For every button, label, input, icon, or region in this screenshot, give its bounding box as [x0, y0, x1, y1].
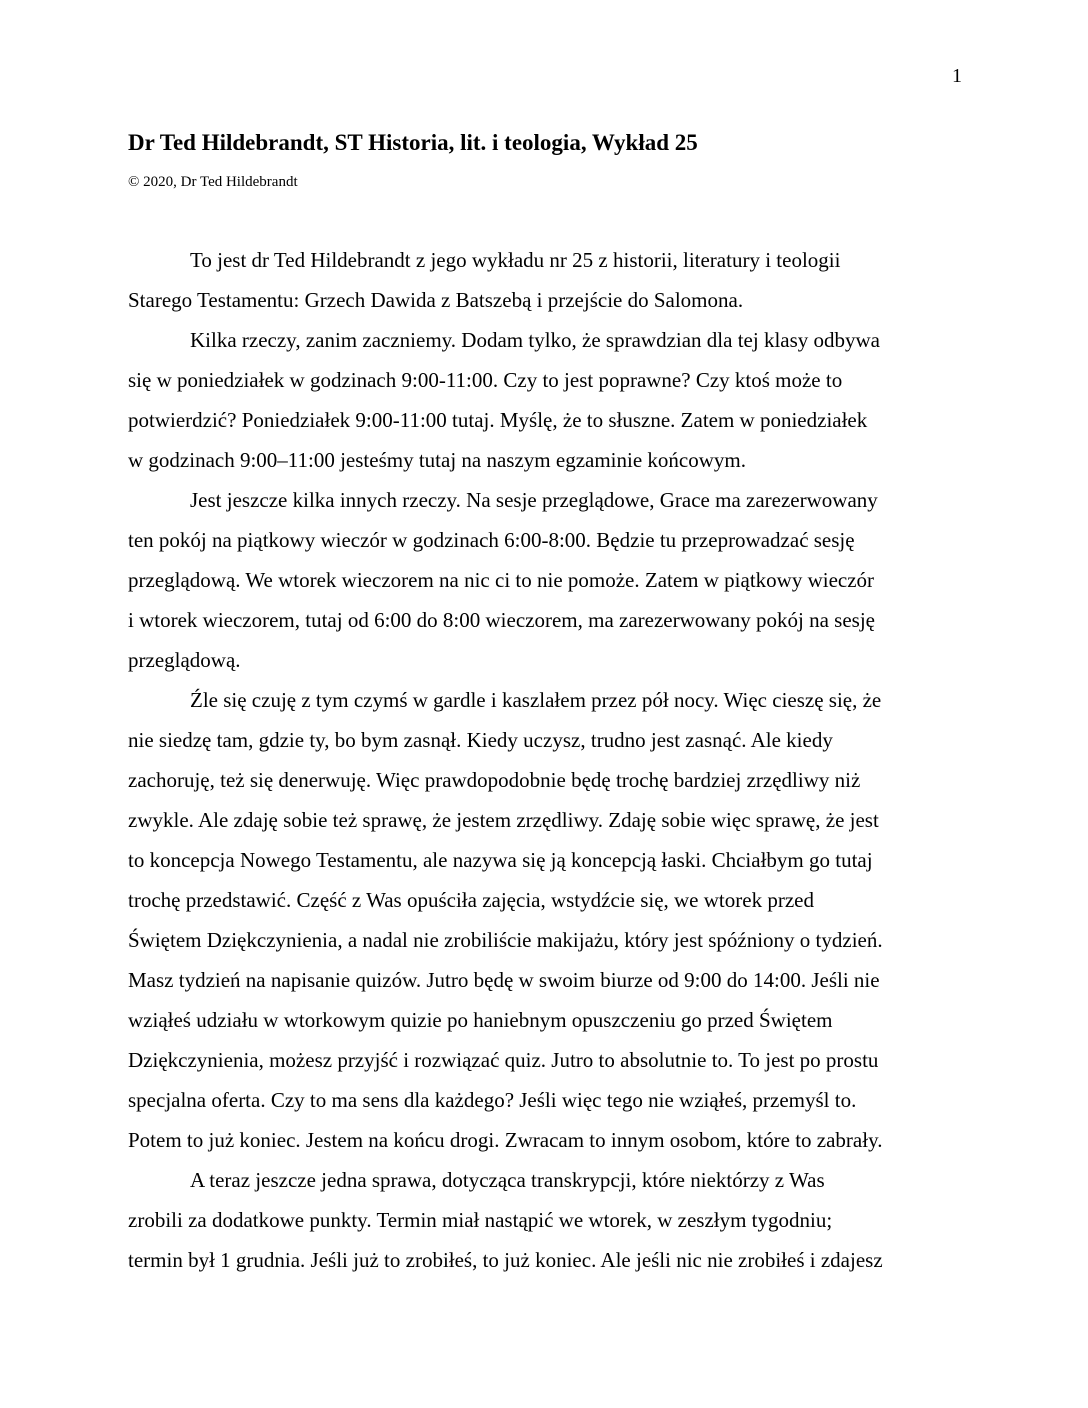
- paragraph: [128, 240, 968, 320]
- text-line: Kilka rzeczy, zanim zaczniemy. Dodam tylko, że sprawdzian dla tej klasy odbywa: [190, 328, 881, 352]
- text-line: przeglądową. We wtorek wieczorem na nic ci to nie pomoże. Zatem w piątkowy wieczór: [128, 568, 875, 592]
- text-line: Dziękczynienia, możesz przyjść i rozwiązać quiz. Jutro to absolutnie to. To jest po prostu: [128, 1048, 879, 1072]
- text-line: zrobili za dodatkowe punkty. Termin miał nastąpić we wtorek, w zeszłym tygodniu;: [128, 1208, 833, 1232]
- text-line: wziąłeś udziału w wtorkowym quizie po haniebnym opuszczeniu go przed Świętem: [128, 1008, 833, 1032]
- text-line: i wtorek wieczorem, tutaj od 6:00 do 8:00 wieczorem, ma zarezerwowany pokój na sesję: [128, 608, 875, 632]
- text-line: Starego Testamentu: Grzech Dawida z Batszebą i przejście do Salomona.: [128, 288, 744, 312]
- paragraph: [128, 320, 968, 480]
- lecture-body: [128, 240, 968, 1280]
- page-number: 1: [952, 65, 962, 87]
- document-title: Dr Ted Hildebrandt, ST Historia, lit. i teologia, Wykład 25: [128, 130, 698, 155]
- text-line: termin był 1 grudnia. Jeśli już to zrobiłeś, to już koniec. Ale jeśli nic nie zrobiłeś i zdajesz: [128, 1248, 883, 1272]
- text-line: w godzinach 9:00–11:00 jesteśmy tutaj na naszym egzaminie końcowym.: [128, 448, 746, 472]
- text-line: Potem to już koniec. Jestem na końcu drogi. Zwracam to innym osobom, które to zabrały.: [128, 1128, 883, 1152]
- text-line: A teraz jeszcze jedna sprawa, dotycząca transkrypcji, które niektórzy z Was: [190, 1168, 825, 1192]
- text-line: zachoruję, też się denerwuję. Więc prawdopodobnie będę trochę bardziej zrzędliwy niż: [128, 768, 861, 792]
- text-line: Źle się czuję z tym czymś w gardle i kaszlałem przez pół nocy. Więc cieszę się, że: [190, 688, 882, 712]
- text-line: się w poniedziałek w godzinach 9:00-11:00. Czy to jest poprawne? Czy ktoś może to: [128, 368, 843, 392]
- text-line: Masz tydzień na napisanie quizów. Jutro będę w swoim biurze od 9:00 do 14:00. Jeśli nie: [128, 968, 880, 992]
- text-line: to koncepcja Nowego Testamentu, ale nazywa się ją koncepcją łaski. Chciałbym go tutaj: [128, 848, 873, 872]
- text-line: To jest dr Ted Hildebrandt z jego wykładu nr 25 z historii, literatury i teologii: [190, 248, 841, 272]
- text-line: zwykle. Ale zdaję sobie też sprawę, że jestem zrzędliwy. Zdaję sobie więc sprawę, że jest: [128, 808, 879, 832]
- text-line: Świętem Dziękczynienia, a nadal nie zrobiliście makijażu, który jest spóźniony o tydzień.: [128, 928, 883, 952]
- text-line: nie siedzę tam, gdzie ty, bo bym zasnął. Kiedy uczysz, trudno jest zasnąć. Ale kiedy: [128, 728, 833, 752]
- paragraph: [128, 1160, 968, 1280]
- text-line: specjalna oferta. Czy to ma sens dla każdego? Jeśli więc tego nie wziąłeś, przemyśl to.: [128, 1088, 857, 1112]
- text-line: potwierdzić? Poniedziałek 9:00-11:00 tutaj. Myślę, że to słuszne. Zatem w poniedziałek: [128, 408, 868, 432]
- paragraph: [128, 680, 968, 1160]
- text-line: trochę przedstawić. Część z Was opuściła zajęcia, wstydźcie się, we wtorek przed: [128, 888, 814, 912]
- paragraph: [128, 480, 968, 680]
- copyright-notice: © 2020, Dr Ted Hildebrandt: [128, 174, 298, 190]
- text-line: Jest jeszcze kilka innych rzeczy. Na sesje przeglądowe, Grace ma zarezerwowany: [190, 488, 878, 512]
- text-line: ten pokój na piątkowy wieczór w godzinach 6:00-8:00. Będzie tu przeprowadzać sesję: [128, 528, 855, 552]
- text-line: przeglądową.: [128, 648, 241, 672]
